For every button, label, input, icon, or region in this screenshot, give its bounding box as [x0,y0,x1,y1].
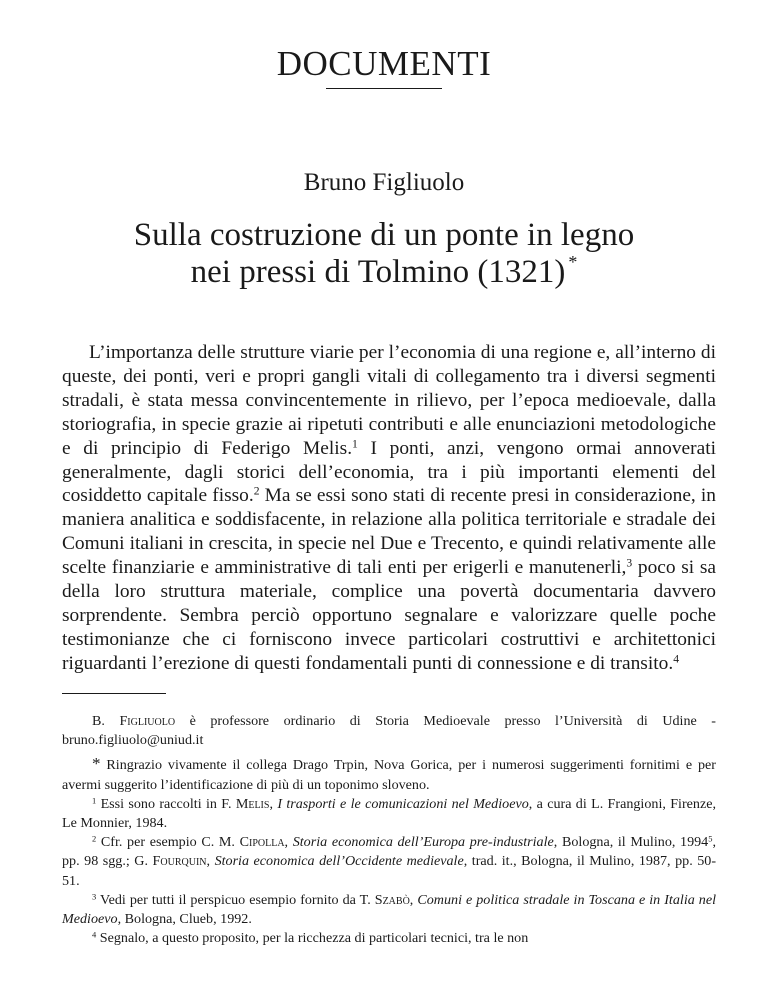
footnote-author-affiliation [62,712,716,750]
footnote-star [62,754,716,794]
footnote-1-separator: , [269,795,278,812]
footnote-1-text: Essi sono raccolti in F. [96,795,236,812]
footnote-2-work-2: Storia economica dell’Occidente medievale [214,853,464,870]
body-sentence-2: I ponti, anzi, vengono ormai annoverati generalmente, dagli storici dell’economia, tra i più importanti elementi del cosiddetto capitale fisso. [62,437,716,507]
footnote-2-author-2: Fourquin [152,853,207,870]
title-line-1: Sulla costruzione di un ponte in legno [133,217,635,253]
footnotes [62,712,716,948]
body-sentence-3: Ma se essi sono stati di recente presi in considerazione, in maniera analitica e soddisfacente, in relazione alla politica territoriale e stradale dei Comuni italiani in crescita, in specie nel Due e Trecento, e quindi relativamente alle scelte finanziarie e amministrative di tali enti per erigerli e manutenerli, [62,485,716,579]
footnote-3-rest: , Bologna, Clueb, 1992. [117,911,252,928]
title-footnote-marker: * [568,252,578,272]
footnote-ref-4: 4 [673,652,679,666]
footnote-1-author: Melis [235,795,270,812]
author-note-surname: Figliuolo [119,713,176,729]
footnote-separator [62,693,166,694]
footnote-star-marker: * [92,754,101,774]
footnote-3-text: Vedi per tutti il perspicuo esempio fornito da T. [96,891,375,908]
footnote-2-text-d: , trad. it., Bologna, il Mulino, 1987, pp. 50-51. [62,853,717,889]
footnote-1-rest: , a cura di L. Frangioni, Firenze, Le Monnier, 1984. [62,795,717,832]
footnote-2-separator-1: , [284,834,293,851]
footnote-star-text: Ringrazio vivamente il collega Drago Trpin, Nova Gorica, per i numerosi suggerimenti fornitimi e per avermi suggerito l’identificazione di più di un toponimo sloveno. [62,757,716,793]
footnote-3-separator: , [409,891,418,908]
footnote-3-work: Comuni e politica stradale in Toscana e in Italia nel Medioevo [62,891,717,928]
title-line-2 [0,254,768,291]
footnote-ref-1: 1 [352,437,358,451]
footnote-4-number: 4 [92,929,97,940]
footnote-2 [62,833,716,891]
footnote-2-author-1: Cipolla [239,834,285,851]
footnote-2-text: Cfr. per esempio C. M. [96,834,240,851]
footnote-2-work-1: Storia economica dell’Europa pre-industriale [292,834,554,851]
footnote-3-number: 3 [92,891,97,902]
heading-underline [326,88,442,89]
body-paragraph [62,341,716,676]
footnote-4 [62,929,716,948]
footnote-2-edition: 5 [708,833,713,844]
footnote-4-text: Segnalo, a questo proposito, per la ricchezza di particolari tecnici, tra le non [96,930,529,947]
footnote-1-work: I trasporti e le comunicazioni nel Medioevo [277,795,529,812]
footnote-3-author: Szabò [374,891,410,908]
footnote-1-number: 1 [92,795,97,806]
footnote-ref-3: 3 [626,556,633,570]
footnote-2-text-c: , pp. 98 sgg.; G. [62,834,716,870]
footnote-2-text-b: , Bologna, il Mulino, 1994 [553,834,709,851]
section-heading: DOCUMENTI [276,44,492,83]
article-author: Bruno Figliuolo [303,169,465,196]
title-line-2-text: nei pressi di Tolmino (1321) [190,254,566,290]
footnote-3 [62,891,716,929]
author-note-initial: B. [92,713,120,729]
footnote-ref-2: 2 [253,485,260,499]
body-sentence-4: poco si sa della loro struttura materiale, complice una povertà documentaria davvero sorprendente. Sembra perciò opportuno segnalare e valorizzare quelle poche testimonianze che ci forniscono invece particolari costruttivi e architettonici riguardanti l’erezione di questi fondamentali punti di connessione e di transito. [62,557,716,674]
footnote-2-separator-2: , [206,853,215,870]
footnote-1 [62,795,716,833]
author-note-text: è professore ordinario di Storia Medioevale presso l’Università di Udine - bruno.figliuolo@uniud.it [62,713,716,749]
article-title [0,217,768,291]
body-sentence-1: L’importanza delle strutture viarie per l’economia di una regione e, all’interno di queste, dei ponti, veri e propri gangli vitali di collegamento tra i diversi segmenti stradali, è stata messa convincentemente in rilievo, per l’epoca medioevale, dalla storiografia, in specie grazie ai ripetuti contributi e alle enunciazioni metodologiche e di principio di Federigo Melis. [62,342,716,459]
footnote-2-number: 2 [92,833,97,844]
